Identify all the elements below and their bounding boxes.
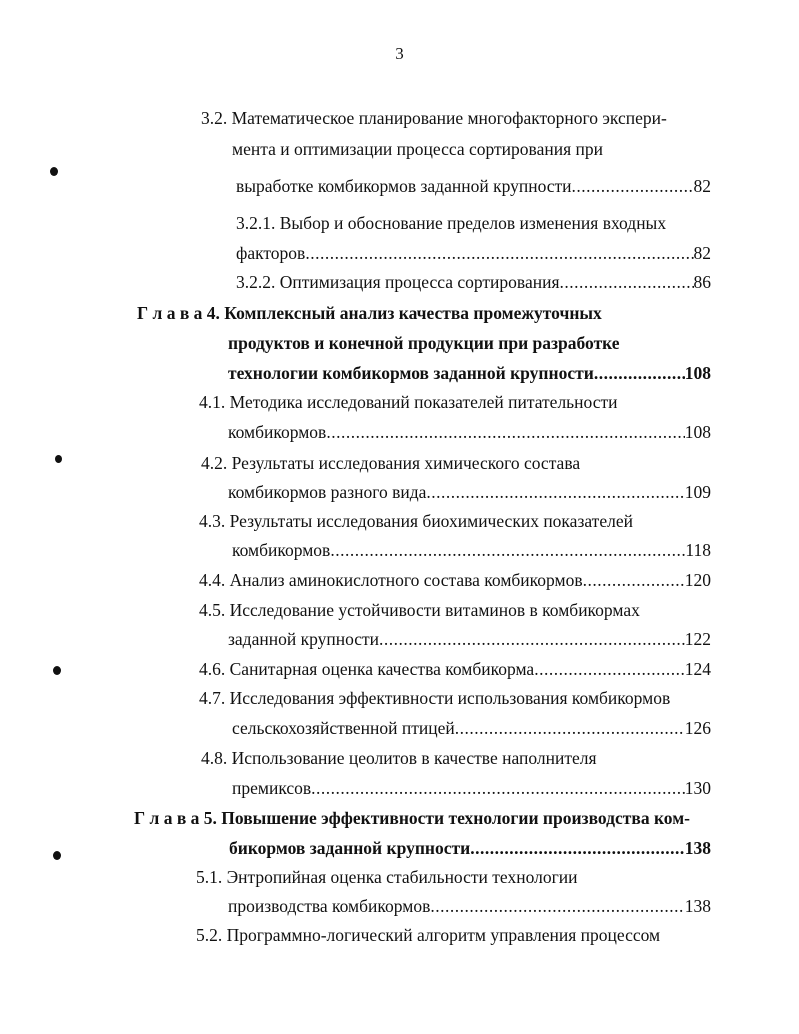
toc-entry-title: комбикормов — [232, 540, 331, 560]
toc-entry-chapter-5 — [229, 837, 711, 859]
binding-hole-mark — [55, 455, 62, 463]
toc-line: 3.2. Математическое планирование многофакторного экспери- — [201, 108, 667, 128]
toc-entry-4-8 — [232, 777, 711, 799]
chapter-heading: Г л а в а 4. Комплексный анализ качества промежуточных — [137, 303, 602, 323]
toc-entry-4-1 — [228, 421, 711, 443]
toc-line: 5.1. Энтропийная оценка стабильности технологии — [196, 867, 578, 887]
toc-page-ref: 120 — [684, 570, 711, 590]
toc-entry-title: выработке комбикормов заданной крупности — [236, 176, 572, 196]
chapter-heading: Г л а в а 5. Повышение эффективности технологии производства ком- — [134, 808, 690, 828]
toc-entry-4-4 — [199, 569, 711, 591]
toc-entry-3-2 — [236, 175, 711, 197]
toc-line: 3.2.1. Выбор и обоснование пределов изменения входных — [236, 213, 667, 233]
toc-entry-title: комбикормов разного вида — [228, 482, 427, 502]
binding-hole-mark — [50, 167, 58, 176]
toc-line: 4.1. Методика исследований показателей питательности — [199, 392, 618, 412]
toc-line: 5.2. Программно-логический алгоритм управления процессом — [196, 925, 661, 945]
toc-page-ref: 130 — [684, 778, 711, 798]
toc-page-ref: 108 — [684, 363, 711, 383]
toc-page-ref: 122 — [684, 629, 711, 649]
toc-entry-title: бикормов заданной крупности — [229, 838, 471, 858]
toc-page-ref: 124 — [684, 659, 711, 679]
toc-entry-3-2-1 — [236, 242, 711, 264]
toc-entry-title: технологии комбикормов заданной крупности — [228, 363, 594, 383]
toc-entry-title: факторов — [236, 243, 306, 263]
toc-page-ref: 118 — [685, 540, 711, 560]
chapter-heading: продуктов и конечной продукции при разработке — [228, 333, 620, 353]
toc-page-ref: 138 — [684, 896, 711, 916]
toc-entry-title: производства комбикормов — [228, 896, 431, 916]
toc-entry-4-3 — [232, 539, 711, 561]
toc-entry-chapter-4 — [228, 362, 711, 384]
toc-entry-4-5 — [228, 628, 711, 650]
toc-entry-title: комбикормов — [228, 422, 327, 442]
toc-entry-title: сельскохозяйственной птицей — [232, 718, 455, 738]
toc-line: мента и оптимизации процесса сортирования при — [232, 139, 603, 159]
binding-hole-mark — [53, 666, 61, 675]
toc-page-ref: 82 — [693, 243, 711, 263]
toc-line: 4.5. Исследование устойчивости витаминов в комбикормах — [199, 600, 640, 620]
toc-entry-title: заданной крупности — [228, 629, 380, 649]
toc-entry-title: 4.4. Анализ аминокислотного состава комбикормов — [199, 570, 583, 590]
toc-line: 4.2. Результаты исследования химического состава — [201, 453, 581, 473]
toc-page-ref: 109 — [684, 482, 711, 502]
toc-line: 4.8. Использование цеолитов в качестве наполнителя — [201, 748, 597, 768]
toc-entry-title: 3.2.2. Оптимизация процесса сортирования — [236, 272, 560, 292]
toc-entry-4-2 — [228, 481, 711, 503]
toc-entry-title: премиксов — [232, 778, 312, 798]
toc-line: 4.7. Исследования эффективности использования комбикормов — [199, 688, 671, 708]
toc-page-ref: 108 — [684, 422, 711, 442]
toc-entry-5-1 — [228, 895, 711, 917]
toc-page-ref: 86 — [693, 272, 711, 292]
toc-line: 4.3. Результаты исследования биохимических показателей — [199, 511, 633, 531]
toc-entry-4-6 — [199, 658, 711, 680]
toc-entry-4-7 — [232, 717, 711, 739]
toc-page-ref: 126 — [684, 718, 711, 738]
toc-entry-3-2-2 — [236, 271, 711, 293]
binding-hole-mark — [53, 851, 61, 860]
toc-entry-title: 4.6. Санитарная оценка качества комбикорма — [199, 659, 535, 679]
page-number: 3 — [395, 44, 404, 63]
toc-page-ref: 138 — [684, 838, 711, 858]
toc-page-ref: 82 — [693, 176, 711, 196]
